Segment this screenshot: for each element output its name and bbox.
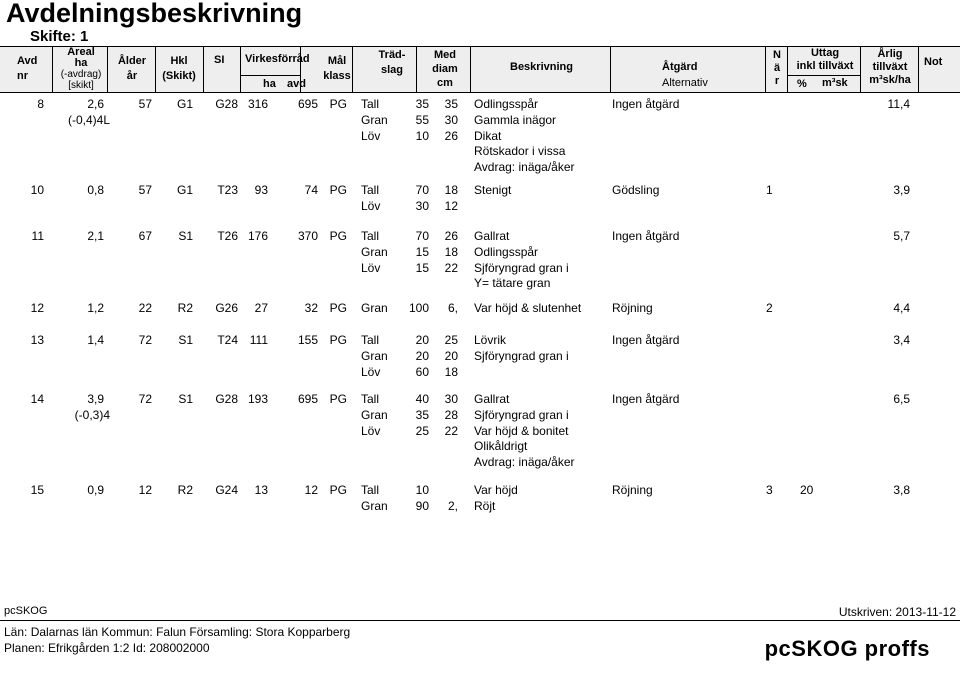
cell-avd: 14	[30, 392, 44, 406]
cell-ha: 176	[247, 229, 268, 243]
cell-avd-volume: 74	[304, 183, 318, 197]
cell-alder: 67	[138, 229, 152, 243]
cell-species-diam: 30	[444, 392, 458, 406]
cell-mal: PG	[329, 183, 347, 197]
cell-description: Gallrat	[474, 229, 510, 243]
cell-mal: PG	[329, 483, 347, 497]
cell-species-name: Löv	[361, 198, 381, 213]
cell-arlig-tillvaxt: 4,4	[893, 301, 910, 315]
cell-si: G24	[215, 483, 238, 497]
cell-si: T26	[217, 229, 238, 243]
cell-species-diam: 30	[444, 112, 458, 127]
cell-species-diam: 25	[444, 333, 458, 347]
header-atgard: Åtgärd	[662, 61, 698, 73]
cell-species-percent: 15	[415, 260, 429, 275]
footer-printed-date: Utskriven: 2013-11-12	[838, 605, 956, 619]
header-mal: Mål klass	[323, 55, 351, 82]
cell-species-name: Tall	[361, 483, 380, 497]
header-med-diam: Med diam cm	[432, 49, 458, 89]
header-arlig-tillvaxt: Årlig tillväxt m³sk/ha	[869, 48, 911, 86]
cell-species-percent: 70	[415, 229, 429, 243]
header-divider	[52, 46, 53, 92]
cell-description: Odlingsspår	[474, 97, 539, 111]
cell-description: Var höjd & slutenhet	[474, 301, 582, 315]
cell-avd: 8	[37, 97, 44, 111]
cell-description: Y= tätare gran	[474, 276, 551, 291]
header-uttag: Uttag inkl tillväxt	[796, 47, 854, 72]
header-alternativ: Alternativ	[662, 77, 708, 89]
cell-description: Sjföryngrad gran i	[474, 348, 569, 363]
cell-ha: 316	[247, 97, 268, 111]
cell-species-percent: 30	[415, 198, 429, 213]
header-divider	[107, 46, 108, 92]
cell-avdrag: (-0,4)4L	[67, 112, 110, 127]
cell-description: Röjt	[474, 498, 496, 513]
cell-mal: PG	[329, 392, 347, 406]
header-divider	[240, 46, 241, 92]
header-si: SI	[214, 54, 225, 66]
cell-description: Var höjd & bonitet	[474, 423, 569, 438]
cell-species-name: Löv	[361, 260, 381, 275]
cell-species-name: Tall	[361, 333, 380, 347]
footer-divider	[0, 620, 960, 621]
cell-species-diam: 35	[444, 97, 458, 111]
cell-description: Lövrik	[474, 333, 507, 347]
header-tradslag: Träd- slag	[378, 49, 406, 76]
cell-species-name: Gran	[361, 112, 388, 127]
cell-avd-volume: 370	[297, 229, 318, 243]
cell-ha: 111	[249, 333, 268, 347]
cell-ha: 93	[254, 183, 268, 197]
cell-alder: 57	[138, 183, 152, 197]
cell-areal: 0,9	[87, 483, 104, 497]
cell-areal: 3,9	[87, 392, 104, 406]
cell-species-name: Tall	[361, 392, 380, 406]
cell-species-diam: 28	[444, 407, 458, 422]
cell-alder: 22	[138, 301, 152, 315]
footer-plan: Planen: Efrikgården 1:2 Id: 208002000	[4, 641, 210, 655]
header-divider	[203, 46, 204, 92]
cell-alder: 57	[138, 97, 152, 111]
cell-si: T23	[217, 183, 238, 197]
cell-areal: 2,6	[87, 97, 104, 111]
cell-mal: PG	[329, 333, 347, 347]
cell-species-percent: 35	[415, 407, 429, 422]
cell-mal: PG	[329, 229, 347, 243]
cell-description: Dikat	[474, 128, 502, 143]
header-areal: Areal ha (-avdrag) [skikt]	[60, 46, 102, 91]
cell-avd: 15	[30, 483, 44, 497]
cell-ha: 27	[254, 301, 268, 315]
cell-species-percent: 100	[408, 301, 429, 315]
cell-atgard: Ingen åtgärd	[612, 333, 680, 347]
header-virkesforrad: Virkesförråd	[245, 53, 310, 65]
cell-avd-volume: 155	[297, 333, 318, 347]
page-subtitle: Skifte: 1	[30, 28, 89, 45]
cell-description: Avdrag: inäga/åker	[474, 160, 575, 175]
cell-species-diam: 18	[444, 364, 458, 379]
cell-nar: 1	[766, 183, 773, 197]
cell-species-name: Gran	[361, 407, 388, 422]
cell-arlig-tillvaxt: 3,8	[893, 483, 910, 497]
cell-species-name: Gran	[361, 348, 388, 363]
cell-avd-volume: 695	[297, 97, 318, 111]
header-avd: Avd nr	[17, 55, 38, 82]
cell-si: G26	[215, 301, 238, 315]
cell-ha: 193	[247, 392, 268, 406]
cell-atgard: Ingen åtgärd	[612, 392, 680, 406]
cell-species-diam: 26	[444, 128, 458, 143]
cell-species-percent: 15	[415, 244, 429, 259]
cell-species-name: Gran	[361, 498, 388, 513]
cell-species-diam: 22	[444, 423, 458, 438]
header-beskrivning: Beskrivning	[510, 61, 573, 73]
cell-arlig-tillvaxt: 6,5	[893, 392, 910, 406]
header-divider	[787, 46, 788, 92]
cell-species-percent: 55	[415, 112, 429, 127]
cell-species-percent: 20	[415, 348, 429, 363]
header-pct: %	[797, 78, 807, 90]
cell-species-percent: 40	[415, 392, 429, 406]
cell-species-name: Tall	[361, 183, 380, 197]
cell-description: Rötskador i vissa	[474, 144, 566, 159]
cell-species-percent: 70	[415, 183, 429, 197]
cell-hkl: R2	[177, 301, 193, 315]
cell-species-name: Löv	[361, 128, 381, 143]
cell-atgard: Ingen åtgärd	[612, 97, 680, 111]
cell-alder: 72	[138, 333, 152, 347]
cell-avd: 11	[31, 229, 44, 243]
cell-species-name: Löv	[361, 423, 381, 438]
cell-atgard: Röjning	[612, 301, 653, 315]
cell-species-diam: 18	[444, 183, 458, 197]
cell-uttag-pct: 20	[800, 483, 814, 497]
cell-hkl: G1	[176, 183, 193, 197]
cell-species-percent: 10	[415, 483, 429, 497]
cell-species-percent: 25	[415, 423, 429, 438]
cell-avd-volume: 12	[304, 483, 318, 497]
cell-avd: 12	[30, 301, 44, 315]
footer-program: pcSKOG	[4, 605, 48, 617]
header-avd-volume: avd	[287, 78, 306, 90]
cell-description: Sjföryngrad gran i	[474, 260, 569, 275]
cell-species-diam: 26	[444, 229, 458, 243]
cell-species-percent: 10	[415, 128, 429, 143]
cell-avd-volume: 695	[297, 392, 318, 406]
cell-species-percent: 60	[415, 364, 429, 379]
cell-description: Odlingsspår	[474, 244, 539, 259]
cell-nar: 2	[766, 301, 773, 315]
cell-hkl: G1	[176, 97, 193, 111]
header-subdivider	[787, 75, 860, 76]
header-divider	[155, 46, 156, 92]
cell-nar: 3	[766, 483, 773, 497]
header-divider	[470, 46, 471, 92]
cell-species-name: Tall	[361, 97, 380, 111]
cell-description: Olikåldrigt	[474, 439, 528, 454]
cell-species-diam: 2,	[447, 498, 458, 513]
cell-description: Stenigt	[474, 183, 512, 197]
cell-si: T24	[217, 333, 238, 347]
cell-areal: 1,4	[87, 333, 104, 347]
cell-atgard: Ingen åtgärd	[612, 229, 680, 243]
cell-alder: 12	[138, 483, 152, 497]
cell-areal: 2,1	[87, 229, 104, 243]
cell-avd: 13	[30, 333, 44, 347]
cell-arlig-tillvaxt: 3,4	[893, 333, 910, 347]
cell-species-percent: 35	[415, 97, 429, 111]
cell-species-diam: 12	[444, 198, 458, 213]
header-nar: N ä r	[773, 49, 781, 87]
cell-mal: PG	[329, 301, 347, 315]
cell-avd: 10	[30, 183, 44, 197]
header-ha: ha	[263, 78, 276, 90]
cell-si: G28	[215, 97, 238, 111]
cell-atgard: Gödsling	[612, 183, 660, 197]
cell-description: Gallrat	[474, 392, 510, 406]
cell-description: Avdrag: inäga/åker	[474, 455, 575, 470]
cell-arlig-tillvaxt: 5,7	[893, 229, 910, 243]
cell-species-name: Gran	[361, 301, 388, 315]
header-subdivider	[240, 75, 300, 76]
header-alder: Ålder år	[117, 55, 147, 82]
cell-species-name: Gran	[361, 244, 388, 259]
header-divider	[860, 46, 861, 92]
cell-alder: 72	[138, 392, 152, 406]
header-divider	[610, 46, 611, 92]
header-divider	[416, 46, 417, 92]
brand-logo: pcSKOG proffs	[764, 636, 930, 661]
header-not: Not	[924, 56, 943, 68]
cell-species-diam: 6,	[447, 301, 458, 315]
page-title: Avdelningsbeskrivning	[6, 0, 303, 28]
cell-hkl: S1	[178, 392, 193, 406]
header-m3sk: m³sk	[822, 77, 848, 89]
header-hkl: Hkl (Skikt)	[162, 55, 196, 82]
cell-hkl: S1	[178, 333, 193, 347]
cell-avd-volume: 32	[304, 301, 318, 315]
cell-hkl: R2	[177, 483, 193, 497]
cell-description: Sjföryngrad gran i	[474, 407, 569, 422]
cell-areal: 0,8	[87, 183, 104, 197]
cell-species-name: Löv	[361, 364, 381, 379]
footer-location: Län: Dalarnas län Kommun: Falun Församling: Stora Kopparberg	[4, 625, 351, 639]
cell-atgard: Röjning	[612, 483, 653, 497]
cell-species-diam: 18	[444, 244, 458, 259]
cell-hkl: S1	[178, 229, 193, 243]
cell-species-percent: 20	[415, 333, 429, 347]
cell-si: G28	[215, 392, 238, 406]
cell-arlig-tillvaxt: 11,4	[887, 97, 910, 111]
cell-mal: PG	[329, 97, 347, 111]
header-divider	[918, 46, 919, 92]
cell-ha: 13	[254, 483, 268, 497]
cell-species-diam: 22	[444, 260, 458, 275]
header-divider	[765, 46, 766, 92]
cell-description: Var höjd	[474, 483, 518, 497]
cell-species-diam: 20	[444, 348, 458, 363]
cell-species-name: Tall	[361, 229, 380, 243]
cell-areal: 1,2	[87, 301, 104, 315]
header-bottom-border	[0, 92, 960, 93]
cell-arlig-tillvaxt: 3,9	[893, 183, 910, 197]
cell-description: Gammla inägor	[474, 112, 557, 127]
cell-avdrag: (-0,3)4	[74, 407, 110, 422]
cell-species-percent: 90	[415, 498, 429, 513]
